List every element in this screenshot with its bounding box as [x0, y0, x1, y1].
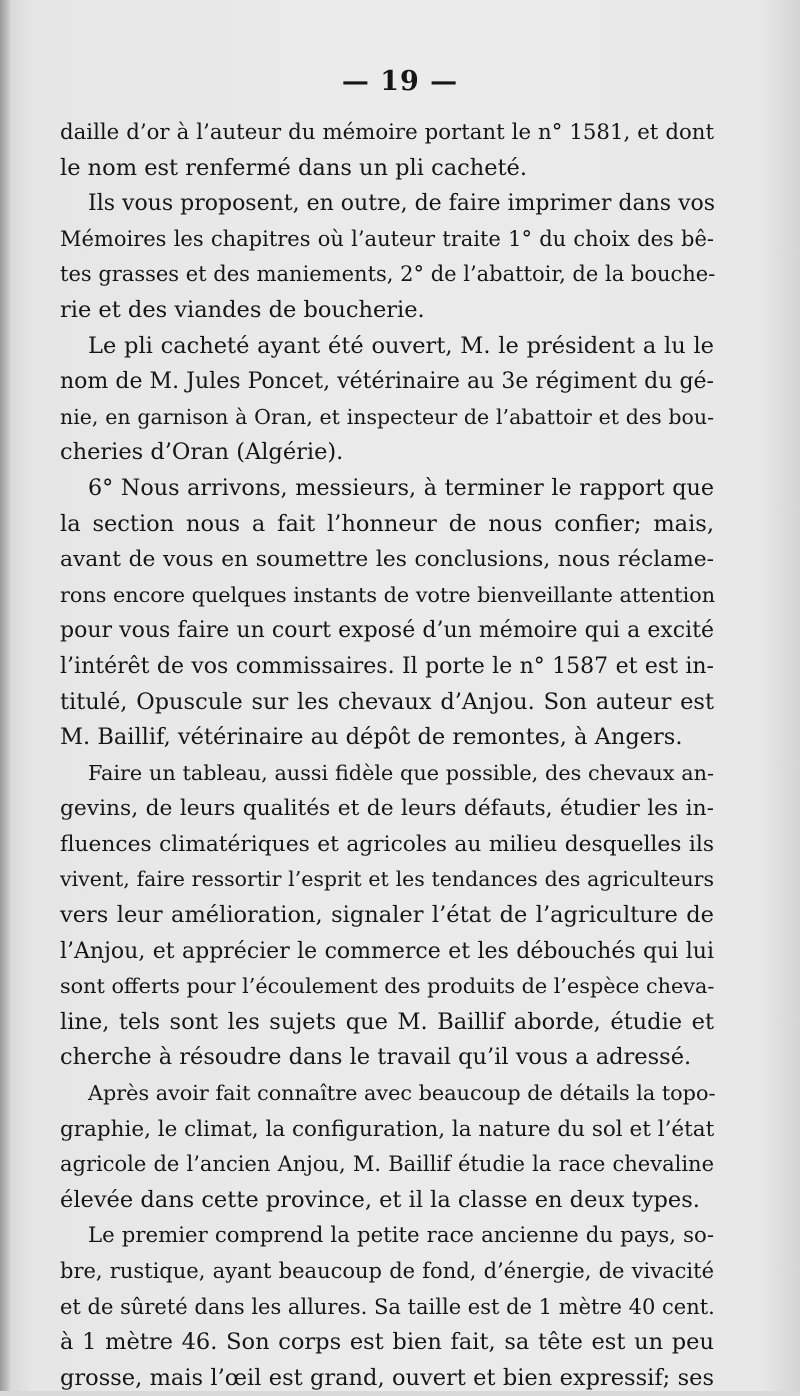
paragraph — [60, 329, 714, 471]
text-line: Faire un tableau, aussi fidèle que possible, des chevaux an- — [88, 760, 714, 785]
text-line: sont offerts pour l’écoulement des produits de l’espèce cheva- — [60, 974, 715, 999]
text-line: agricole de l’ancien Anjou, M. Baillif étudie la race chevaline — [60, 1152, 714, 1177]
text-line: pour vous faire un court exposé d’un mémoire qui a excité — [60, 618, 714, 644]
body-text — [60, 115, 714, 1396]
text-line: Mémoires les chapitres où l’auteur traite 1° du choix des bê- — [60, 226, 714, 251]
text-line: graphie, le climat, la configuration, la nature du sol et l’état — [60, 1116, 715, 1142]
text-line: élevée dans cette province, et il la classe en deux types. — [60, 1186, 700, 1213]
text-line: cheries d’Oran (Algérie). — [60, 439, 344, 466]
text-line: l’intérêt de vos commissaires. Il porte le n° 1587 et est in- — [60, 653, 714, 679]
text-line: le nom est renfermé dans un pli cacheté. — [60, 154, 528, 181]
text-line: bre, rustique, ayant beaucoup de fond, d’énergie, de vivacité — [60, 1259, 714, 1283]
text-line: titulé, Opuscule sur les chevaux d’Anjou. Son auteur est — [60, 688, 714, 715]
text-line: daille d’or à l’auteur du mémoire portant le n° 1581, et dont — [60, 120, 714, 145]
text-line: vers leur amélioration, signaler l’état de l’agriculture de — [60, 902, 714, 929]
text-line: la section nous a fait l’honneur de nous confier; mais, — [60, 510, 714, 537]
text-line: à 1 mètre 46. Son corps est bien fait, sa tête est un peu — [60, 1329, 714, 1356]
paragraph — [60, 115, 714, 186]
text-line: Ils vous proposent, en outre, de faire imprimer dans vos — [88, 191, 716, 217]
text-line: Le pli cacheté ayant été ouvert, M. le président a lu le — [88, 332, 714, 359]
text-line: l’Anjou, et apprécier le commerce et les débouchés qui lui — [60, 938, 714, 964]
paragraph — [60, 186, 714, 328]
paragraph — [60, 1076, 714, 1218]
text-line: nom de M. Jules Poncet, vétérinaire au 3e régiment du gé- — [60, 369, 714, 395]
text-line: gevins, de leurs qualités et de leurs défauts, étudier les in- — [60, 796, 714, 822]
text-line: nie, en garnison à Oran, et inspecteur de l’abattoir et des bou- — [60, 404, 714, 429]
text-line: grosse, mais l’œil est grand, ouvert et bien expressif; ses — [60, 1364, 714, 1391]
page-gutter-shadow — [0, 0, 10, 1391]
text-line: Après avoir fait connaître avec beaucoup de détails la topo- — [88, 1081, 716, 1106]
paragraph — [60, 471, 714, 756]
text-line: avant de vous en soumettre les conclusions, nous réclame- — [60, 547, 714, 573]
text-line: line, tels sont les sujets que M. Baillif aborde, étudie et — [60, 1008, 714, 1035]
text-line: tes grasses et des maniements, 2° de l’abattoir, de la bouche- — [60, 262, 716, 287]
text-line: et de sûreté dans les allures. Sa taille est de 1 mètre 40 cent. — [60, 1294, 715, 1319]
text-line: cherche à résoudre dans le travail qu’il vous a adressé. — [60, 1044, 692, 1071]
paragraph — [60, 756, 714, 1076]
text-line: 6° Nous arrivons, messieurs, à terminer le rapport que — [88, 474, 714, 501]
text-line: M. Baillif, vétérinaire au dépôt de remontes, à Angers. — [60, 724, 683, 751]
text-line: rons encore quelques instants de votre bienveillante attention — [60, 582, 716, 607]
page-number: — 19 — — [341, 66, 459, 97]
text-line: rie et des viandes de boucherie. — [60, 296, 425, 323]
text-line: fluences climatériques et agricoles au milieu desquelles ils — [60, 831, 714, 857]
text-line: vivent, faire ressortir l’esprit et les tendances des agriculteurs — [60, 867, 714, 892]
paragraph — [60, 1218, 714, 1396]
text-line: Le premier comprend la petite race ancienne du pays, so- — [88, 1223, 714, 1249]
